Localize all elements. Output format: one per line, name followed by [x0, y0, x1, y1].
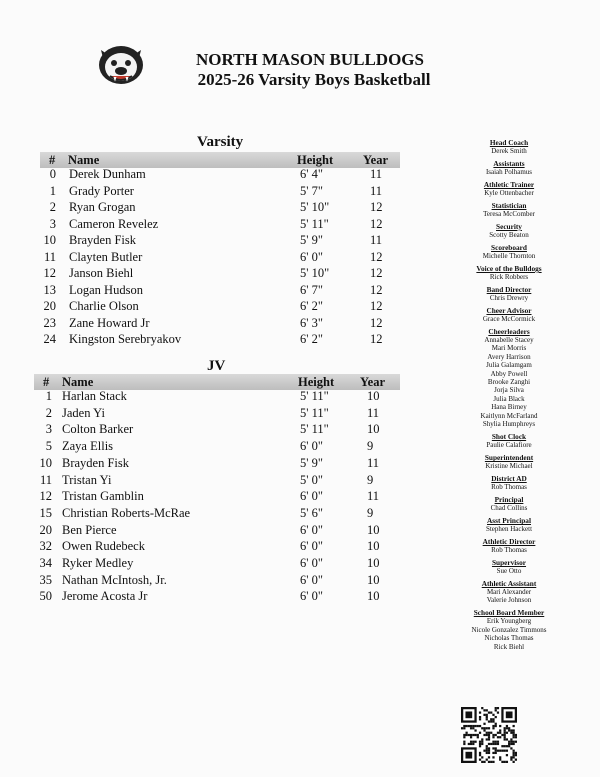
player-height: 5' 7": [300, 183, 323, 198]
player-number: 3: [45, 422, 52, 437]
player-year: 11: [367, 489, 380, 504]
staff-person: Sue Otto: [496, 567, 522, 576]
player-name: Charlie Olson: [69, 299, 139, 313]
player-height: 5' 11": [300, 389, 329, 403]
staff-person: Nicole Gonzalez Timmons: [471, 625, 547, 634]
player-height: 5' 0": [300, 472, 323, 487]
table-row: [0, 506, 420, 522]
player-height: 5' 11": [300, 216, 329, 231]
staff-role: Scoreboard: [491, 243, 527, 252]
qr-code-icon[interactable]: [461, 707, 517, 763]
player-name: Owen Rudebeck: [62, 539, 145, 554]
staff-person: Michelle Thornton: [482, 252, 536, 260]
col-number: #: [49, 153, 56, 167]
player-year: 11: [367, 455, 380, 470]
player-number: 20: [39, 522, 52, 537]
staff-role: Shot Clock: [491, 432, 527, 442]
player-number: 12: [39, 489, 52, 504]
staff-role: School Board Member: [473, 608, 545, 618]
player-name: Colton Barker: [62, 422, 134, 437]
player-name: Tristan Yi: [62, 472, 112, 487]
staff-role: Band Director: [486, 285, 532, 294]
table-row: [0, 406, 420, 422]
player-name: Cameron Revelez: [69, 216, 159, 231]
player-height: 5' 6": [300, 505, 323, 520]
staff-person: Shylia Humphreys: [482, 420, 536, 429]
staff-role: Head Coach: [489, 138, 529, 147]
player-height: 6' 3": [300, 315, 323, 330]
staff-role: Athletic Assistant: [481, 579, 537, 589]
table-row: [0, 233, 420, 249]
staff-person: Teresa McComber: [483, 210, 535, 218]
player-year: 10: [367, 539, 380, 554]
varsity-table-header: [40, 152, 400, 168]
col-height: Height: [297, 153, 334, 167]
player-name: Brayden Fisk: [69, 233, 137, 247]
player-name: Janson Biehl: [69, 266, 134, 280]
player-name: Ben Pierce: [62, 522, 117, 537]
player-name: Clayten Butler: [69, 249, 143, 264]
staff-person: Kristine Michael: [485, 462, 533, 471]
player-name: Ryan Grogan: [69, 200, 136, 214]
table-row: [0, 184, 420, 200]
varsity-title: Varsity: [197, 134, 244, 150]
player-year: 11: [370, 233, 383, 247]
player-height: 5' 9": [300, 233, 323, 247]
staff-role: Athletic Trainer: [483, 180, 535, 189]
player-year: 12: [370, 315, 383, 330]
player-height: 6' 4": [300, 167, 323, 181]
table-row: [0, 422, 420, 438]
table-row: [0, 266, 420, 282]
player-name: Logan Hudson: [69, 282, 143, 297]
player-name: Kingston Serebryakov: [69, 332, 182, 346]
player-number: 50: [39, 589, 52, 604]
player-year: 10: [367, 389, 380, 403]
table-row: [0, 250, 420, 266]
player-name: Brayden Fisk: [62, 455, 130, 470]
player-name: Harlan Stack: [62, 389, 127, 403]
player-year: 12: [370, 282, 383, 297]
staff-role: Voice of the Bulldogs: [476, 264, 542, 273]
player-height: 6' 0": [300, 522, 323, 537]
table-row: [0, 556, 420, 572]
table-row: [0, 389, 420, 405]
table-row: [0, 299, 420, 315]
staff-person: Grace McCormick: [482, 315, 536, 323]
staff-person: Abby Powell: [490, 369, 528, 378]
player-number: 35: [39, 572, 52, 587]
player-number: 11: [39, 472, 52, 487]
player-year: 11: [370, 167, 383, 181]
staff-person: Rob Thomas: [491, 546, 527, 555]
player-name: Tristan Gamblin: [62, 489, 144, 504]
table-row: [0, 283, 420, 299]
player-number: 23: [43, 315, 56, 330]
table-row: [0, 473, 420, 489]
player-name: Grady Porter: [69, 183, 134, 198]
player-number: 1: [49, 183, 56, 198]
col-year: Year: [363, 153, 388, 167]
player-year: 10: [367, 422, 380, 437]
staff-person: Jorja Silva: [494, 386, 524, 395]
player-height: 5' 10": [300, 266, 330, 280]
player-year: 12: [370, 216, 383, 231]
player-name: Jerome Acosta Jr: [62, 589, 148, 604]
player-year: 12: [370, 200, 383, 214]
player-height: 6' 0": [300, 572, 323, 587]
player-number: 10: [43, 233, 56, 247]
player-height: 6' 0": [300, 539, 323, 554]
table-row: [0, 316, 420, 332]
jv-table-header: [34, 374, 400, 390]
table-row: [0, 573, 420, 589]
staff-role: Asst Principal: [487, 516, 531, 526]
player-number: 12: [43, 266, 56, 280]
table-row: [0, 489, 420, 505]
player-height: 6' 2": [300, 332, 323, 346]
player-year: 12: [370, 249, 383, 264]
player-name: Ryker Medley: [62, 556, 134, 570]
player-name: Zane Howard Jr: [69, 315, 150, 330]
player-number: 24: [43, 332, 56, 346]
player-number: 15: [39, 505, 52, 520]
col-height: Height: [298, 375, 335, 389]
staff-person: Kaitlynn McFarland: [480, 411, 538, 420]
staff-role: Supervisor: [491, 558, 527, 568]
staff-person: Rob Thomas: [491, 483, 527, 492]
staff-person: Mari Morris: [491, 344, 527, 353]
staff-person: Mari Alexander: [486, 588, 532, 597]
player-year: 12: [370, 266, 383, 280]
player-height: 6' 0": [300, 489, 323, 504]
page-subtitle: 2025-26 Varsity Boys Basketball: [197, 70, 431, 89]
player-height: 6' 0": [300, 249, 323, 264]
staff-person: Scotty Beaton: [489, 231, 529, 239]
player-year: 12: [370, 299, 383, 313]
table-row: [0, 589, 420, 605]
col-number: #: [43, 375, 50, 389]
staff-person: Brooke Zanghi: [487, 378, 531, 387]
player-number: 11: [43, 249, 56, 264]
player-year: 11: [367, 405, 380, 420]
player-year: 9: [367, 439, 374, 454]
player-number: 0: [49, 167, 56, 181]
player-name: Christian Roberts-McRae: [62, 505, 191, 520]
staff-role: Statistician: [491, 201, 527, 210]
staff-person: Rick Robbers: [489, 273, 529, 281]
table-row: [0, 332, 420, 348]
player-year: 10: [367, 556, 380, 570]
staff-person: Julia Black: [493, 394, 525, 403]
staff-person: Chris Drewry: [489, 294, 529, 302]
player-name: Zaya Ellis: [62, 439, 114, 454]
staff-person: Hana Birney: [491, 403, 527, 412]
staff-role: Principal: [494, 495, 524, 505]
player-year: 10: [367, 522, 380, 537]
staff-person: Valerie Johnson: [486, 596, 532, 605]
staff-person: Nicholas Thomas: [484, 634, 534, 643]
staff-person: Chad Collins: [490, 504, 528, 513]
table-row: [0, 217, 420, 233]
player-number: 32: [39, 539, 52, 554]
table-row: [0, 167, 420, 183]
staff-role: Superintendent: [484, 453, 534, 463]
staff-person: Derek Smith: [491, 147, 527, 155]
player-number: 10: [39, 455, 52, 470]
player-year: 12: [370, 332, 383, 346]
staff-person: Rick Biehl: [493, 642, 525, 651]
player-year: 9: [367, 472, 374, 487]
staff-role: Athletic Director: [482, 537, 536, 547]
staff-person: Isaiah Polhamus: [485, 168, 533, 176]
table-row: [0, 200, 420, 216]
table-row: [0, 523, 420, 539]
jv-title: JV: [207, 358, 226, 374]
player-number: 2: [49, 200, 56, 214]
player-height: 6' 0": [300, 589, 323, 604]
staff-person: Kyle Ottenbacher: [484, 189, 534, 197]
staff-person: Stephen Hackett: [485, 525, 533, 534]
table-row: [0, 539, 420, 555]
player-number: 3: [49, 216, 56, 231]
col-name: Name: [62, 375, 94, 389]
player-number: 34: [39, 556, 52, 570]
player-number: 5: [45, 439, 52, 454]
staff-person: Annabelle Stacey: [484, 336, 534, 344]
staff-role: Cheer Advisor: [486, 306, 532, 315]
player-number: 1: [45, 389, 52, 403]
staff-person: Avery Harrison: [487, 352, 531, 361]
staff-role: Cheerleaders: [488, 327, 530, 336]
staff-person: Erik Youngberg: [486, 617, 532, 626]
staff-person: Julia Galamgam: [486, 361, 532, 370]
player-number: 2: [45, 405, 52, 420]
player-height: 6' 2": [300, 299, 323, 313]
player-number: 13: [43, 282, 56, 297]
player-name: Derek Dunham: [69, 167, 146, 181]
player-height: 5' 10": [300, 200, 330, 214]
col-year: Year: [360, 375, 385, 389]
player-year: 9: [367, 505, 374, 520]
table-row: [0, 456, 420, 472]
staff-role: Security: [496, 222, 522, 231]
player-height: 5' 9": [300, 455, 323, 470]
player-height: 5' 11": [300, 405, 329, 420]
page-title: NORTH MASON BULLDOGS: [196, 50, 424, 69]
player-year: 11: [370, 183, 383, 198]
col-name: Name: [68, 153, 100, 167]
player-height: 6' 0": [300, 556, 323, 570]
player-name: Jaden Yi: [62, 405, 105, 420]
staff-role: Assistants: [493, 159, 525, 168]
player-height: 5' 11": [300, 422, 329, 437]
table-row: [0, 439, 420, 455]
staff-person: Paulie Calafiore: [486, 441, 532, 450]
player-height: 6' 7": [300, 282, 323, 297]
player-name: Nathan McIntosh, Jr.: [62, 572, 167, 587]
staff-list: [445, 138, 573, 651]
player-year: 10: [367, 572, 380, 587]
player-year: 10: [367, 589, 380, 604]
staff-role: District AD: [491, 474, 527, 484]
player-number: 20: [43, 299, 56, 313]
player-height: 6' 0": [300, 439, 323, 454]
